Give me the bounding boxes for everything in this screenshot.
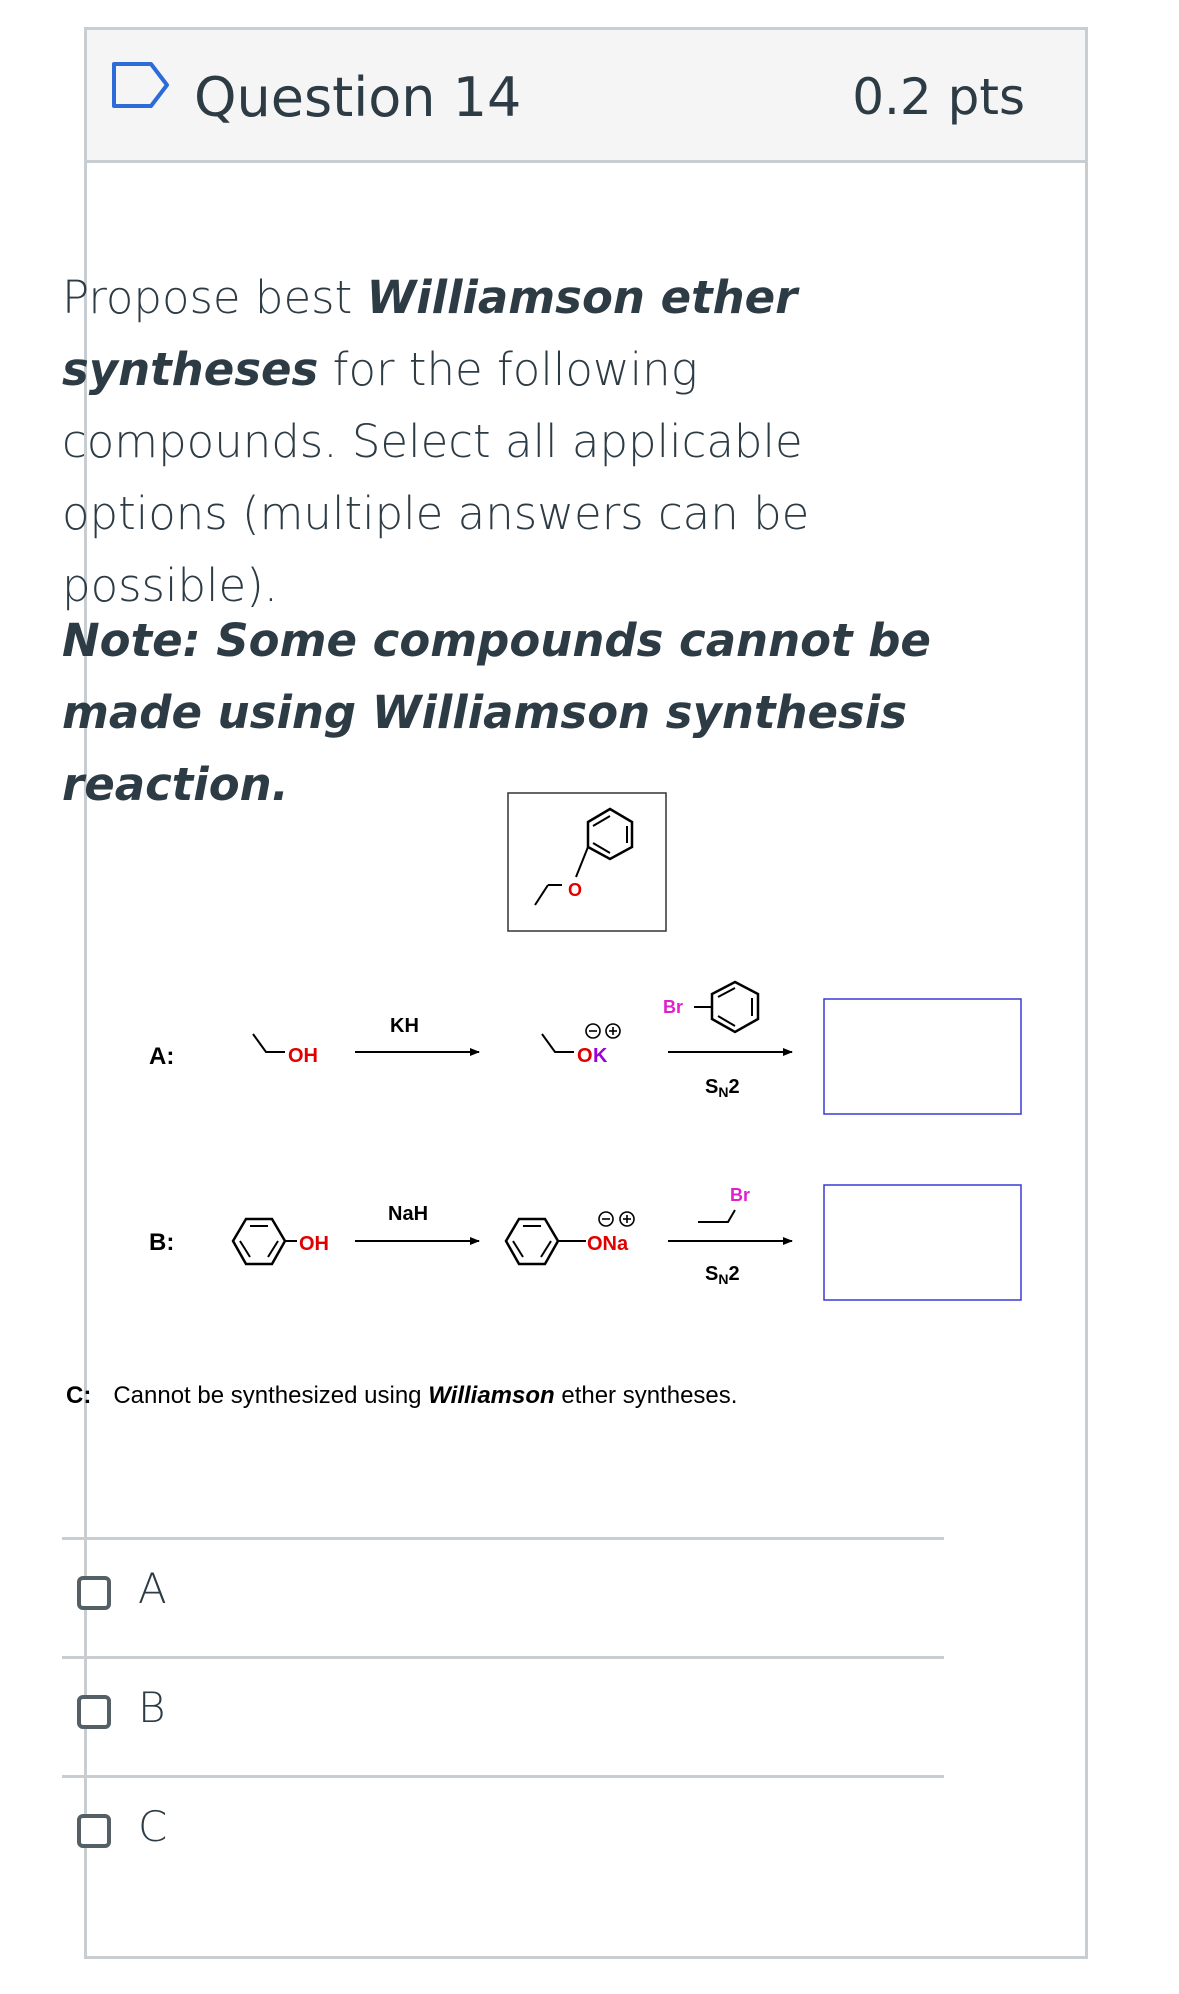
route-b [149,1185,1021,1300]
route-a-intermediate-o: O [577,1045,593,1067]
route-b-intermediate: ONa [587,1233,629,1255]
route-a-condition: $S_N2$ [705,1076,740,1100]
route-a-reagent: KH [390,1015,419,1037]
route-a-electrophile-br: Br [663,997,684,1017]
route-c [66,1382,737,1410]
checkbox-b[interactable] [77,1695,111,1729]
route-b-label: B: [149,1229,175,1256]
answer-option-a[interactable] [62,1540,944,1656]
route-c-text-2: ether syntheses. [554,1382,738,1409]
route-a [149,982,1021,1114]
prompt-emphasis: Williamson ether syntheses [62,271,798,396]
route-c-text-1: Cannot be synthesized using [113,1382,429,1409]
route-c-emphasis: Williamson [428,1382,555,1409]
route-b-electrophile-br: Br [730,1185,751,1205]
route-a-label: A: [149,1043,175,1070]
target-molecule [508,793,666,931]
question-title: Question 14 [194,66,522,129]
answer-label-c: C [138,1802,168,1851]
route-c-label: C: [66,1382,92,1409]
route-a-intermediate-k: K [593,1045,608,1067]
answer-option-b[interactable] [62,1659,944,1775]
answer-option-c[interactable] [62,1778,944,1894]
route-a-reactant: OH [288,1045,318,1067]
route-a-answer-box [824,999,1021,1114]
prompt-text-1: Propose best [62,271,367,324]
route-b-reactant: OH [299,1233,329,1255]
route-b-answer-box [824,1185,1021,1300]
answer-label-a: A [138,1564,167,1613]
route-b-reagent: NaH [388,1203,429,1225]
target-oxygen: O [568,880,583,900]
question-points: 0.2 pts [852,68,1025,126]
checkbox-a[interactable] [77,1576,111,1610]
answer-label-b: B [138,1683,166,1732]
question-note: Note: Some compounds cannot be made using Williamson synthesis reaction. [62,614,931,811]
checkbox-c[interactable] [77,1814,111,1848]
prompt-text-2: for the following compounds. Select all applicable options (multiple answers can be possible). [62,343,810,612]
route-b-condition: $S_N2$ [705,1263,740,1287]
